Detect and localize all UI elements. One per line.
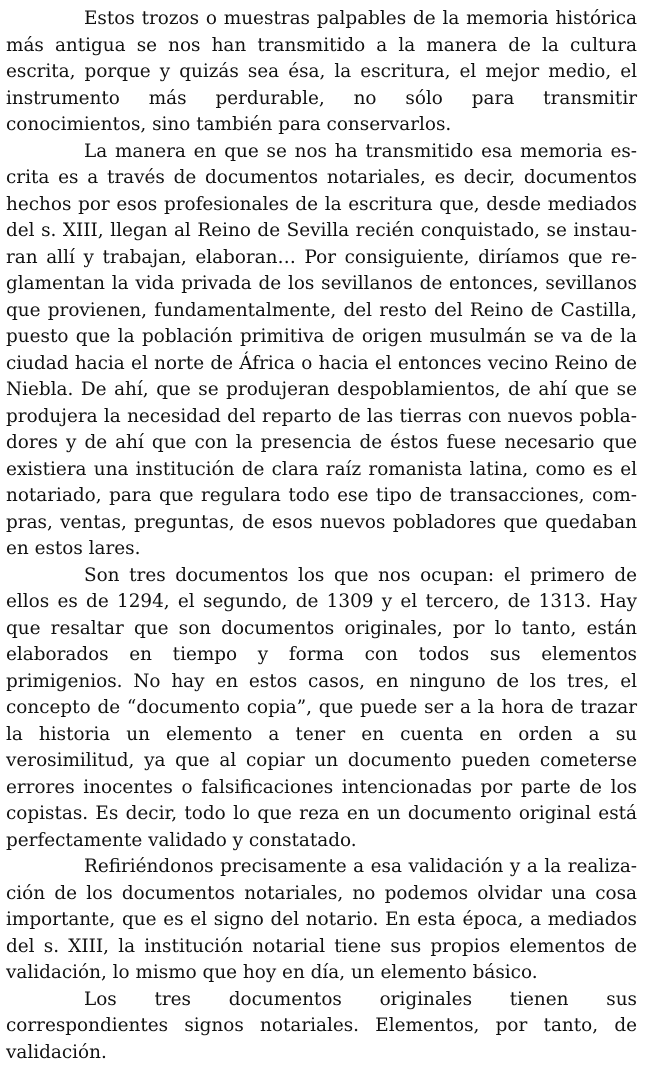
paragraph-3: Son tres documentos los que nos ocupan: el primero de ellos es de 1294, el segundo, de 1309 y el tercero, de 1313. Hay que resaltar que son documentos originales, por lo tanto, están elaborados en tiempo y forma con todos sus elementos primigenios. No hay en estos casos, en ninguno de los tres, el concepto de “documento copia”, que puede ser a la hora de trazar la historia un elemento a tener en cuenta en orden a su verosimilitud, ya que al copiar un documento pueden cometerse errores inocentes o falsificaciones intencionadas por parte de los copistas. Es decir, todo lo que reza en un documento original está perfectamente validado y constatado. [6,563,637,855]
paragraph-5: Los tres documentos originales tienen sus correspondientes signos notariales. Elementos, por tanto, de validación. [6,987,637,1066]
paragraph-1: Estos trozos o muestras palpables de la memoria histórica más antigua se nos han transmitido a la manera de la cultura escrita, porque y quizás sea ésa, la escritura, el mejor medio, el instrumento más perdurable, no sólo para transmitir conocimientos, sino también para conservarlos. [6,6,637,139]
paragraph-4: Refiriéndonos precisamente a esa validación y a la realización de los documentos notariales, no podemos olvidar una cosa importante, que es el signo del notario. En esta época, a mediados del s. XIII, la institución notarial tiene sus propios elementos de validación, lo mismo que hoy en día, un elemento básico. [6,854,637,987]
paragraph-2: La manera en que se nos ha transmitido esa memoria escrita es a través de documentos notariales, es decir, documentos hechos por esos profesionales de la escritura que, desde mediados del s. XIII, llegan al Reino de Sevilla recién conquistado, se instauran allí y trabajan, elaboran… Por consiguiente, diríamos que reglamentan la vida privada de los sevillanos de entonces, sevillanos que provienen, fundamentalmente, del resto del Reino de Castilla, puesto que la población primitiva de origen musulmán se va de la ciudad hacia el norte de África o hacia el entonces vecino Reino de Niebla. De ahí, que se produjeran despoblamientos, de ahí que se produjera la necesidad del reparto de las tierras con nuevos pobladores y de ahí que con la presencia de éstos fuese necesario que existiera una institución de clara raíz romanista latina, como es el notariado, para que regulara todo ese tipo de transacciones, compras, ventas, preguntas, de esos nuevos pobladores que quedaban en estos lares. [6,139,637,563]
